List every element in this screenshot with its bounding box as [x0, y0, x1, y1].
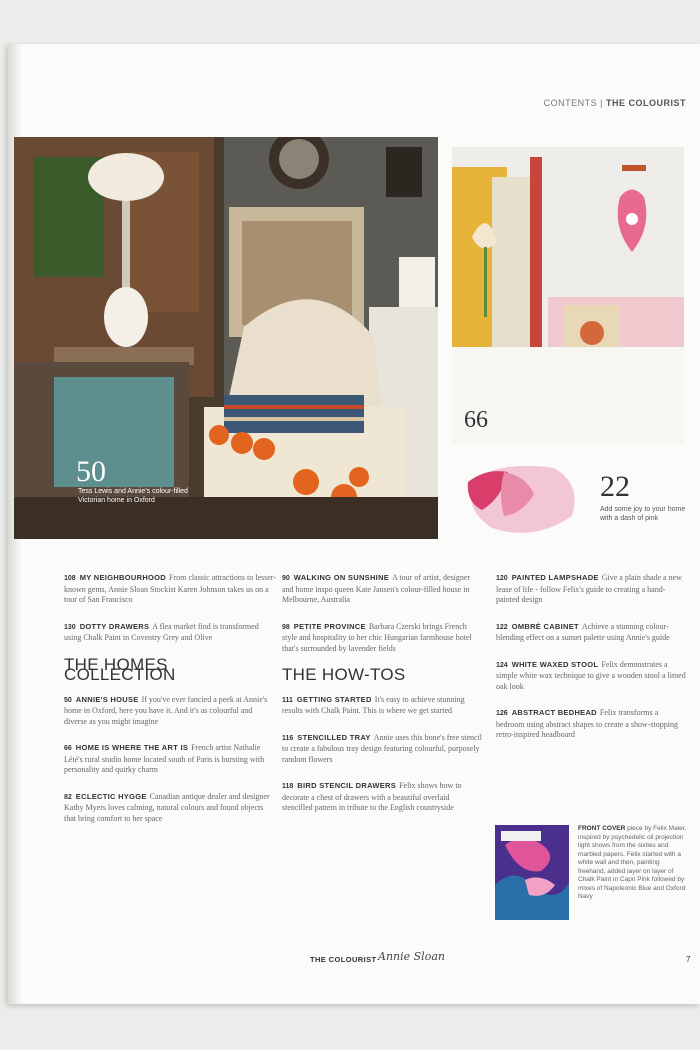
photo-caption: Tess Lewis and Annie's colour-filled Victorian home in Oxford	[78, 488, 188, 504]
entry-page: 111	[282, 696, 293, 704]
entry-title: ECLECTIC HYGGE	[75, 791, 147, 801]
front-cover-caption	[578, 825, 688, 902]
contents-entry[interactable]	[282, 733, 482, 766]
entry-text: Felix demonstrates a simple white wax technique to give a wooden stool a limed oak look	[496, 659, 686, 691]
entry-page: 124	[496, 661, 508, 669]
front-cover-text: piece by Felix Maier, inspired by psychedelic oil projection light shows from the sixties and marbled papers. Felix started with a white wall and then, painting freehand, added layer on layer of Chalk Paint in Capri Pink followed by mixes of Napoleonic Blue and Oxford Navy	[578, 825, 687, 900]
entry-title: ANNIE'S HOUSE	[75, 694, 139, 704]
entry-text: It's easy to achieve stunning results with Chalk Paint. This is where we get started	[282, 694, 465, 715]
entry-page: 108	[64, 575, 76, 582]
page-number: 7	[686, 955, 691, 964]
running-head-separator: |	[600, 98, 603, 108]
contents-entry[interactable]	[496, 708, 688, 741]
entry-page: 126	[496, 710, 508, 717]
entry-title: HOME IS WHERE THE ART IS	[75, 743, 189, 752]
contents-entry[interactable]	[282, 781, 482, 814]
entry-text: A tour of artist, designer and home inspo queen Kate Jansen's colour-filled house in Melbourne, Australia	[282, 573, 471, 604]
entry-title: PAINTED LAMPSHADE	[511, 573, 599, 582]
photo-page-number: 66	[464, 407, 488, 433]
contents-entry[interactable]	[496, 660, 688, 693]
running-head-section: CONTENTS	[543, 98, 598, 108]
entry-page: 130	[64, 623, 76, 631]
contents-entry[interactable]	[282, 695, 482, 717]
entry-text: Barbara Czerski brings French style and hospitality to her chic Hungarian farmhouse hotel that's surrounded by lavender fields	[282, 621, 472, 653]
feature-caption: Add some joy to your home with a dash of pink	[600, 506, 686, 522]
entry-title: STENCILLED TRAY	[297, 732, 371, 742]
entry-text: Felix transforms a bedroom using abstract shapes to create a show-stopping retro-inspired headboard	[496, 708, 678, 739]
photo-bedroom	[452, 147, 684, 445]
feature-page-number: 22	[600, 470, 630, 503]
entry-title: BIRD STENCIL DRAWERS	[297, 781, 397, 790]
entry-text: Achieve a stunning colour-blending effect on a sunset palette using Annie's guide	[496, 621, 670, 642]
front-cover-art	[495, 825, 569, 920]
section-heading-howtos: THE HOW-TOS	[282, 665, 406, 684]
entry-text: From classic attractions to lesser-known gems, Annie Sloan Stockist Karen Johnson takes us on a tour of San Francisco	[64, 573, 276, 604]
entry-text: If you've ever fancied a peek at Annie's home in Oxford, here you have it. And it's as colourful and diverse as you might imagine	[64, 694, 268, 726]
photo-page-number: 50	[76, 455, 106, 488]
contents-entry[interactable]	[282, 622, 482, 655]
footer-signature: Annie Sloan	[378, 950, 445, 963]
entry-title: OMBRÉ CABINET	[511, 621, 579, 631]
running-head	[544, 98, 686, 108]
contents-column-1	[64, 573, 276, 840]
footer-magazine-title: THE COLOURIST	[310, 955, 377, 964]
entry-text: Annie uses this bone's free stencil to create a fabulous tray design featuring colourful, purposely random flowers	[282, 732, 483, 764]
entry-text: French artist Nathalie Lété's rural studio home located south of Paris is bursting with personality and quirky charm	[64, 743, 265, 774]
pink-paint-swatch	[464, 458, 580, 544]
entry-title: ABSTRACT BEDHEAD	[511, 708, 597, 717]
running-head-title: THE COLOURIST	[606, 98, 686, 108]
entry-page: 90	[282, 575, 290, 582]
contents-entry[interactable]	[64, 792, 276, 825]
entry-title: WHITE WAXED STOOL	[511, 659, 599, 669]
entry-page: 118	[282, 783, 294, 790]
entry-title: PETITE PROVINCE	[293, 621, 366, 631]
section-heading-homes: THE HOMES COLLECTION	[64, 654, 176, 684]
entry-page: 120	[496, 575, 508, 582]
contents-column-3	[496, 573, 688, 757]
contents-entry[interactable]	[64, 622, 276, 644]
front-cover-label: FRONT COVER	[578, 825, 626, 832]
bedroom-illustration	[452, 147, 684, 445]
entry-page: 98	[282, 623, 290, 631]
entry-title: WALKING ON SUNSHINE	[293, 573, 390, 582]
entry-text: Give a plain shade a new lease of life - follow Felix's guide to creating a hand-painted design	[496, 573, 682, 604]
entry-page: 66	[64, 745, 72, 752]
entry-title: DOTTY DRAWERS	[79, 621, 150, 631]
entry-page: 122	[496, 623, 508, 631]
contents-entry[interactable]	[496, 573, 688, 606]
entry-page: 82	[64, 793, 72, 801]
entry-title: MY NEIGHBOURHOOD	[79, 573, 167, 582]
entry-page: 50	[64, 696, 72, 704]
contents-entry[interactable]	[64, 743, 276, 776]
entry-title: GETTING STARTED	[296, 694, 372, 704]
contents-entry[interactable]	[496, 622, 688, 644]
entry-text: A flea market find is transformed using Chalk Paint in Coventry Grey and Olive	[64, 621, 259, 642]
photo-annies-house	[14, 137, 438, 539]
contents-entry[interactable]	[64, 573, 276, 606]
entry-text: Felix shows how to decorate a chest of drawers with a beautiful overlaid stencilled pattern in tribute to the English countryside	[282, 781, 462, 812]
entry-page: 116	[282, 734, 294, 742]
entry-text: Canadian antique dealer and designer Kathy Myers loves calming, natural colours and found objects that bring comfort to her space	[64, 791, 270, 823]
contents-entry[interactable]	[64, 695, 276, 728]
contents-entry[interactable]	[282, 573, 482, 606]
contents-column-2	[282, 573, 482, 830]
front-cover-thumbnail	[495, 825, 569, 920]
